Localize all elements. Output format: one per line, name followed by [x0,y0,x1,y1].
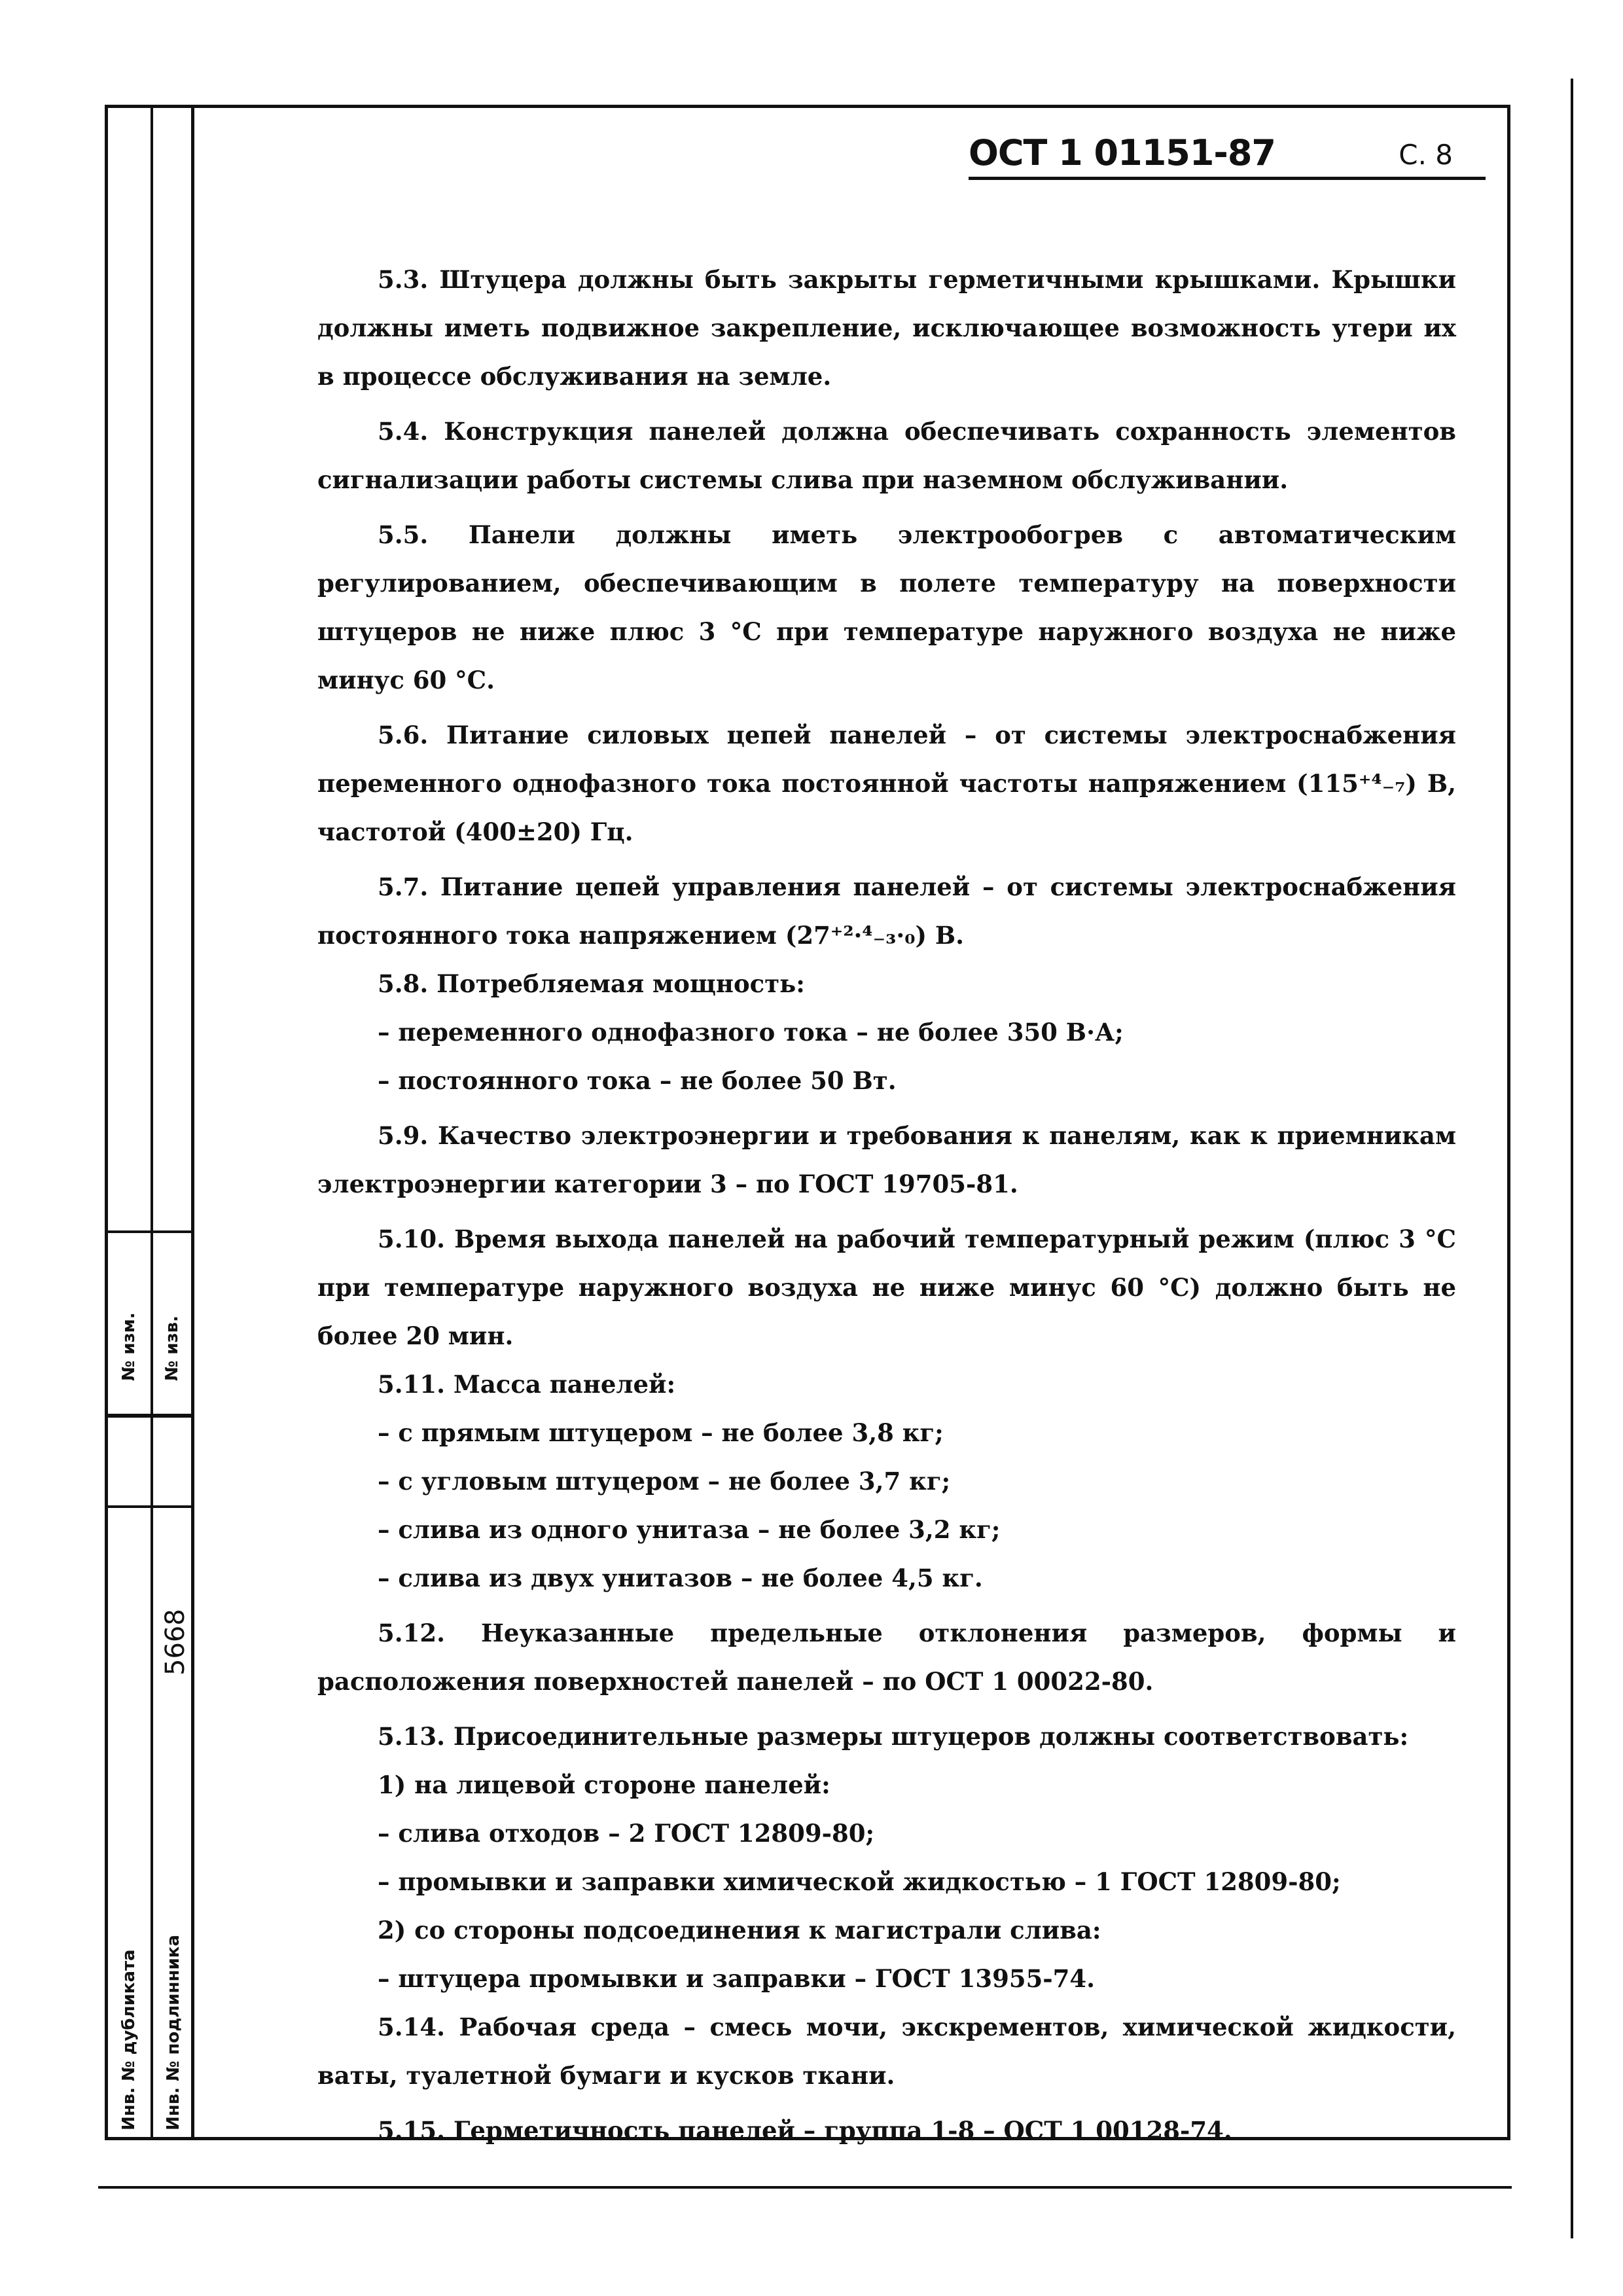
clause-5-6: 5.6. Питание силовых цепей панелей – от системы электроснабжения переменного однофазного тока постоянной частоты напряжением (115⁺⁴₋₇) В, частотой (400±20) Гц. [317,721,1456,846]
document-body [317,255,1456,2155]
list-item: – с угловым штуцером – не более 3,7 кг; [378,1467,951,1496]
margin-column-divider [151,105,153,2140]
list-item: – промывки и заправки химической жидкостью – 1 ГОСТ 12809-80; [378,1867,1341,1896]
clause-5-12: 5.12. Неуказанные предельные отклонения размеров, формы и расположения поверхностей панелей – по ОСТ 1 00022-80. [317,1619,1456,1696]
margin-row-divider [105,1230,191,1233]
clause-5-14: 5.14. Рабочая среда – смесь мочи, экскрементов, химической жидкости, ваты, туалетной бумаги и кусков ткани. [317,2013,1456,2090]
inventory-number: 5668 [160,1609,190,1676]
list-item: 2) со стороны подсоединения к магистрали слива: [378,1916,1101,1945]
page-edge-line [1571,79,1573,2238]
original-inventory-label: Инв. № подлинника [164,1935,183,2130]
duplicate-inventory-label: Инв. № дубликата [119,1949,139,2130]
bottom-rule [98,2186,1512,2189]
list-item: – штуцера промывки и заправки – ГОСТ 13955-74. [378,1964,1096,1993]
clause-5-7: 5.7. Питание цепей управления панелей – от системы электроснабжения постоянного тока напряжением (27⁺²·⁴₋₃·₀) В. [317,872,1456,950]
margin-row-divider [105,1505,191,1508]
page-number: С. 8 [1399,139,1453,171]
margin-row-divider [105,1414,191,1418]
clause-5-11: 5.11. Масса панелей: [378,1370,676,1399]
clause-5-13: 5.13. Присоединительные размеры штуцеров должны соответствовать: [378,1722,1409,1751]
notice-number-label: № изв. [162,1316,182,1381]
list-item: – постоянного тока – не более 50 Вт. [378,1066,897,1095]
document-code: ОСТ 1 01151-87 [969,132,1275,173]
change-number-label: № изм. [119,1312,139,1381]
list-item: – переменного однофазного тока – не более 350 В·А; [378,1018,1124,1047]
clause-5-4: 5.4. Конструкция панелей должна обеспечивать сохранность элементов сигнализации работы системы слива при наземном обслуживании. [317,417,1456,494]
clause-5-15: 5.15. Герметичность панелей – группа 1-8 – ОСТ 1 00128-74. [378,2116,1232,2145]
list-item: – слива отходов – 2 ГОСТ 12809-80; [378,1819,875,1848]
list-item: 1) на лицевой стороне панелей: [378,1770,830,1799]
list-item: – слива из двух унитазов – не более 4,5 кг. [378,1564,983,1592]
clause-5-9: 5.9. Качество электроэнергии и требования к панелям, как к приемникам электроэнергии категории 3 – по ГОСТ 19705-81. [317,1121,1456,1198]
clause-5-3: 5.3. Штуцера должны быть закрыты герметичными крышками. Крышки должны иметь подвижное закрепление, исключающее возможность утери их в процессе обслуживания на земле. [317,265,1456,391]
clause-5-8: 5.8. Потребляемая мощность: [378,969,805,998]
clause-5-10: 5.10. Время выхода панелей на рабочий температурный режим (плюс 3 °С при температуре наружного воздуха не ниже минус 60 °С) должно быть не более 20 мин. [317,1225,1456,1350]
clause-5-5: 5.5. Панели должны иметь электрообогрев с автоматическим регулированием, обеспечивающим в полете температуру на поверхности штуцеров не ниже плюс 3 °С при температуре наружного воздуха не ниже минус 60 °С. [317,520,1456,694]
page-header [969,131,1486,180]
list-item: – с прямым штуцером – не более 3,8 кг; [378,1418,944,1447]
list-item: – слива из одного унитаза – не более 3,2 кг; [378,1515,1001,1544]
